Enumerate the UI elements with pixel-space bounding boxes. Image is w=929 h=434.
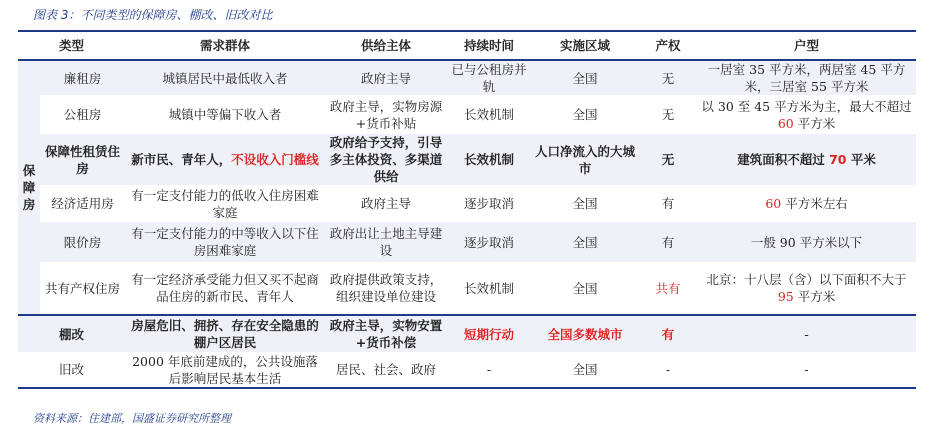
cell-ownership: 无 bbox=[639, 60, 697, 95]
header-supply: 供给主体 bbox=[325, 31, 447, 60]
cell-unit bbox=[697, 185, 916, 222]
cell-supply: 政府主导 bbox=[325, 60, 447, 95]
cell-supply: 政府主导，实物房源+货币补贴 bbox=[325, 95, 447, 134]
cell-ownership: - bbox=[639, 352, 697, 388]
group-label-cell bbox=[18, 60, 40, 315]
cell-ownership: 无 bbox=[639, 95, 697, 134]
figure-caption: 图表 3：不同类型的保障房、棚改、旧改对比 bbox=[33, 8, 273, 22]
source-note: 资料来源：住建部，国盛证券研究所整理 bbox=[33, 412, 231, 425]
cell-duration: 长效机制 bbox=[447, 95, 531, 134]
header-unit: 户型 bbox=[697, 31, 916, 60]
table-row bbox=[18, 134, 916, 185]
cell-supply: 政府提供政策支持，组织建设单位建设 bbox=[325, 262, 447, 315]
cell-region: 全国多数城市 bbox=[531, 315, 639, 352]
cell-ownership: 有 bbox=[639, 185, 697, 222]
cell-supply: 政府主导，实物安置+货币补偿 bbox=[325, 315, 447, 352]
cell-demand: 有一定经济承受能力但又买不起商品住房的新市民、青年人 bbox=[125, 262, 325, 315]
cell-demand: 房屋危旧、拥挤、存在安全隐患的棚户区居民 bbox=[125, 315, 325, 352]
cell-supply: 政府出让土地主导建设 bbox=[325, 222, 447, 262]
cell-region: 全国 bbox=[531, 95, 639, 134]
cell-supply: 政府给予支持，引导多主体投资、多渠道供给 bbox=[325, 134, 447, 185]
table-row bbox=[18, 95, 916, 134]
cell-region: 全国 bbox=[531, 222, 639, 262]
cell-region: 全国 bbox=[531, 262, 639, 315]
cell-demand: 有一定支付能力的低收入住房困难家庭 bbox=[125, 185, 325, 222]
cell-duration: 已与公租房并轨 bbox=[447, 60, 531, 95]
cell-demand: 2000 年底前建成的，公共设施落后影响居民基本生活 bbox=[125, 352, 325, 388]
cell-unit: 一居室 35 平方米，两居室 45 平方米，三居室 55 平方米 bbox=[697, 60, 916, 95]
table-row bbox=[18, 352, 916, 388]
cell-unit bbox=[697, 134, 916, 185]
header-duration: 持续时间 bbox=[447, 31, 531, 60]
cell-region: 全国 bbox=[531, 352, 639, 388]
cell-duration: 长效机制 bbox=[447, 262, 531, 315]
cell-type: 廉租房 bbox=[40, 60, 125, 95]
cell-duration: 逐步取消 bbox=[447, 222, 531, 262]
cell-duration: 长效机制 bbox=[447, 134, 531, 185]
unit-text: 北京：十八层（含）以下面积不大于 bbox=[706, 272, 907, 287]
cell-type: 经济适用房 bbox=[40, 185, 125, 222]
cell-unit: - bbox=[697, 352, 916, 388]
cell-type: 棚改 bbox=[18, 315, 125, 352]
unit-highlight: 70 bbox=[829, 152, 847, 167]
table-row bbox=[18, 60, 916, 95]
unit-text: 平方米 bbox=[793, 289, 836, 304]
cell-ownership: 无 bbox=[639, 134, 697, 185]
demand-highlight: 不设收入门槛线 bbox=[231, 152, 319, 167]
cell-demand bbox=[125, 134, 325, 185]
cell-type: 保障性租赁住房 bbox=[40, 134, 125, 185]
group-label: 保障房 bbox=[22, 163, 36, 212]
comparison-table bbox=[18, 30, 916, 389]
unit-highlight: 95 bbox=[777, 289, 794, 304]
cell-demand: 城镇居民中最低收入者 bbox=[125, 60, 325, 95]
cell-duration: 逐步取消 bbox=[447, 185, 531, 222]
cell-unit bbox=[697, 262, 916, 315]
cell-ownership: 有 bbox=[639, 222, 697, 262]
cell-type: 旧改 bbox=[18, 352, 125, 388]
unit-text: 以 30 至 45 平方米为主，最大不超过 bbox=[701, 98, 912, 114]
cell-unit: 一般 90 平方米以下 bbox=[697, 222, 916, 262]
unit-text: 平方米左右 bbox=[781, 196, 848, 211]
table-row bbox=[18, 222, 916, 262]
cell-ownership: 有 bbox=[639, 315, 697, 352]
cell-supply: 居民、社会、政府 bbox=[325, 352, 447, 388]
header-type: 类型 bbox=[18, 31, 125, 60]
cell-demand: 城镇中等偏下收入者 bbox=[125, 95, 325, 134]
cell-region: 人口净流入的大城市 bbox=[531, 134, 639, 185]
unit-text: 建筑面积不超过 bbox=[737, 152, 830, 167]
cell-type: 限价房 bbox=[40, 222, 125, 262]
unit-text: 平米 bbox=[846, 152, 876, 167]
header-ownership: 产权 bbox=[639, 31, 697, 60]
cell-ownership: 共有 bbox=[639, 262, 697, 315]
cell-unit bbox=[697, 95, 916, 134]
cell-type: 共有产权住房 bbox=[40, 262, 125, 315]
table-row bbox=[18, 185, 916, 222]
cell-demand: 有一定支付能力的中等收入以下住房困难家庭 bbox=[125, 222, 325, 262]
table-row bbox=[18, 262, 916, 315]
table-row bbox=[18, 315, 916, 352]
cell-region: 全国 bbox=[531, 185, 639, 222]
unit-highlight: 60 bbox=[765, 196, 782, 211]
cell-type: 公租房 bbox=[40, 95, 125, 134]
cell-duration: 短期行动 bbox=[447, 315, 531, 352]
demand-text: 新市民、青年人， bbox=[131, 152, 232, 167]
unit-text: 平方米 bbox=[793, 115, 836, 131]
cell-unit: - bbox=[697, 315, 916, 352]
table-header-row bbox=[18, 31, 916, 60]
cell-supply: 政府主导 bbox=[325, 185, 447, 222]
unit-highlight: 60 bbox=[777, 115, 794, 131]
header-demand: 需求群体 bbox=[125, 31, 325, 60]
header-region: 实施区域 bbox=[531, 31, 639, 60]
cell-duration: - bbox=[447, 352, 531, 388]
cell-region: 全国 bbox=[531, 60, 639, 95]
